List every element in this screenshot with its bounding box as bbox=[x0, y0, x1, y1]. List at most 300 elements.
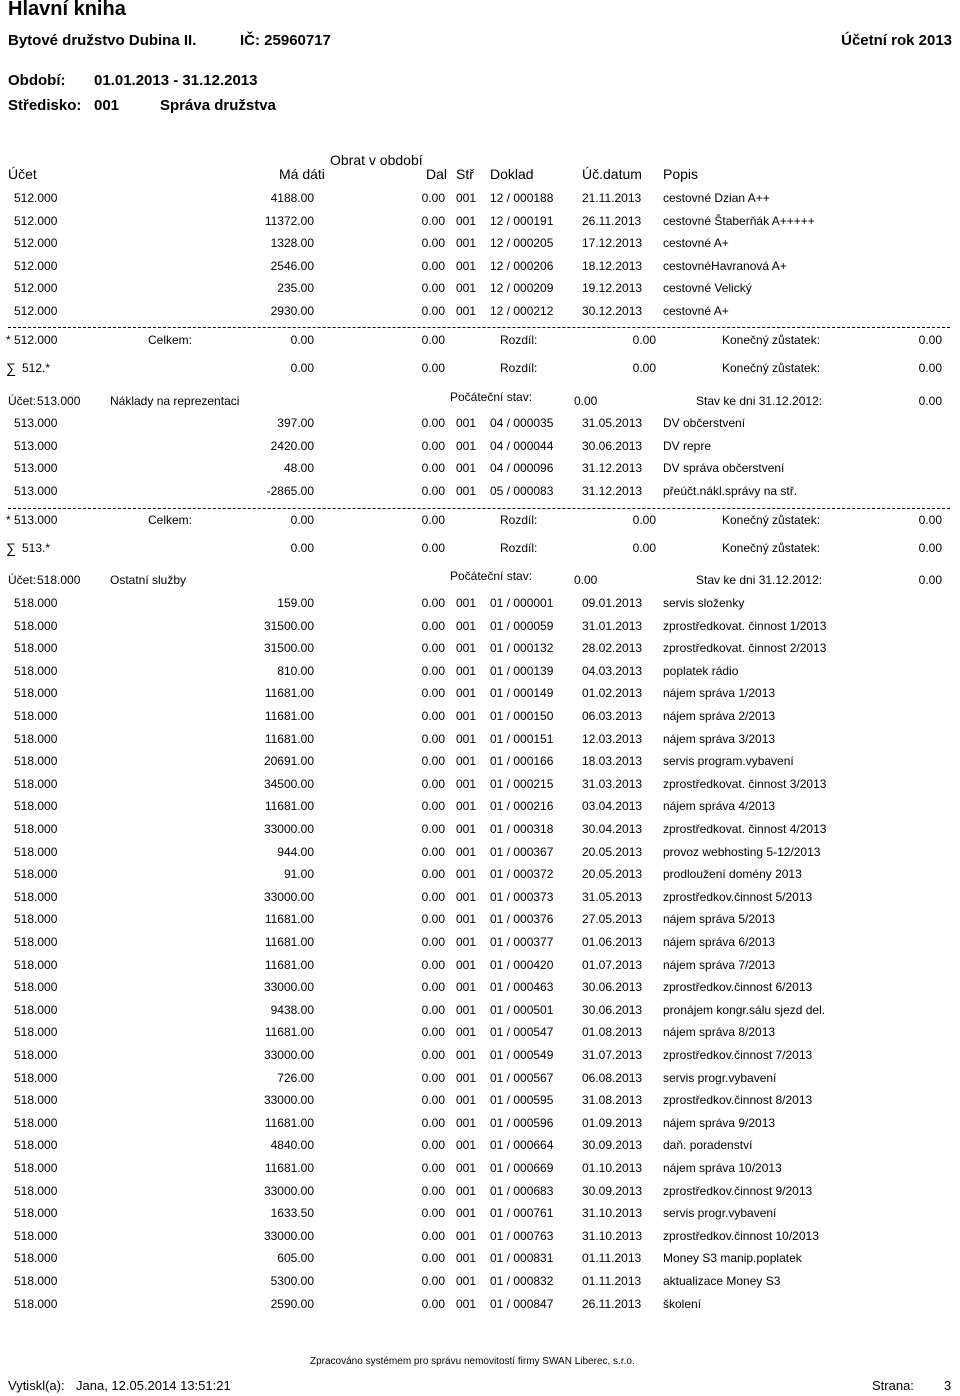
total-account: * 513.000 bbox=[6, 513, 58, 527]
account-cell: 518.000 bbox=[14, 1161, 58, 1175]
date-cell: 31.10.2013 bbox=[582, 1206, 643, 1221]
ledger-row bbox=[0, 1135, 960, 1155]
center-name: Správa družstva bbox=[160, 97, 276, 114]
ledger-row bbox=[0, 616, 960, 636]
ledger-row bbox=[0, 638, 960, 658]
date-cell: 01.09.2013 bbox=[582, 1115, 643, 1130]
description-cell: zprostředkovat. činnost 4/2013 bbox=[663, 822, 827, 836]
ledger-row bbox=[0, 1181, 960, 1201]
debit-cell: 235.00 bbox=[277, 281, 314, 296]
date-cell: 06.03.2013 bbox=[582, 709, 643, 723]
total-debit: 0.00 bbox=[290, 513, 314, 527]
ledger-row bbox=[0, 413, 960, 433]
opening-balance-value: 0.00 bbox=[574, 394, 598, 408]
account-cell: 518.000 bbox=[14, 1296, 58, 1311]
debit-cell: 31500.00 bbox=[263, 618, 314, 633]
total-debit: 0.00 bbox=[290, 333, 314, 347]
dashed-separator bbox=[8, 508, 950, 509]
ledger-row bbox=[0, 1158, 960, 1178]
account-cell: 518.000 bbox=[14, 935, 58, 949]
document-cell: 01 / 000595 bbox=[490, 1093, 554, 1108]
organization-name: Bytové družstvo Dubina II. bbox=[8, 32, 197, 49]
description-cell: provoz webhosting 5-12/2013 bbox=[663, 844, 821, 859]
ledger-row bbox=[0, 1000, 960, 1020]
document-cell: 01 / 000669 bbox=[490, 1161, 554, 1175]
description-cell: DV správa občerstvení bbox=[663, 461, 785, 476]
center-cell: 001 bbox=[456, 213, 477, 228]
account-cell: 518.000 bbox=[14, 980, 58, 995]
debit-cell: 5300.00 bbox=[270, 1274, 314, 1288]
debit-cell: 810.00 bbox=[277, 663, 314, 678]
date-cell: 20.05.2013 bbox=[582, 844, 643, 859]
date-cell: 09.01.2013 bbox=[582, 596, 643, 610]
center-cell: 001 bbox=[456, 1002, 477, 1017]
document-cell: 01 / 000215 bbox=[490, 776, 554, 791]
center-cell: 001 bbox=[456, 461, 477, 476]
center-cell: 001 bbox=[456, 596, 477, 610]
credit-cell: 0.00 bbox=[421, 731, 445, 746]
date-cell: 31.12.2013 bbox=[582, 483, 643, 498]
account-cell: 518.000 bbox=[14, 867, 58, 882]
date-cell: 01.07.2013 bbox=[582, 957, 643, 972]
document-cell: 01 / 000001 bbox=[490, 596, 554, 610]
debit-cell: 33000.00 bbox=[263, 1093, 314, 1108]
credit-cell: 0.00 bbox=[421, 191, 445, 205]
debit-cell: 2930.00 bbox=[270, 304, 314, 318]
debit-cell: 11681.00 bbox=[264, 709, 314, 723]
description-cell: nájem správa 9/2013 bbox=[663, 1115, 776, 1130]
ledger-row bbox=[0, 819, 960, 839]
difference-value: 0.00 bbox=[632, 333, 656, 347]
document-cell: 01 / 000318 bbox=[490, 822, 554, 836]
total-debit: 0.00 bbox=[290, 541, 314, 555]
account-cell: 518.000 bbox=[14, 641, 58, 656]
account-cell: 518.000 bbox=[14, 686, 58, 701]
debit-cell: 11681.00 bbox=[264, 1115, 314, 1130]
debit-cell: 20691.00 bbox=[263, 754, 314, 769]
date-cell: 31.01.2013 bbox=[582, 618, 643, 633]
document-cell: 01 / 000149 bbox=[490, 686, 554, 701]
date-cell: 01.11.2013 bbox=[582, 1274, 642, 1288]
credit-cell: 0.00 bbox=[421, 776, 445, 791]
ledger-row bbox=[0, 1090, 960, 1110]
document-cell: 04 / 000035 bbox=[490, 416, 554, 430]
ledger-row bbox=[0, 436, 960, 456]
credit-cell: 0.00 bbox=[421, 1115, 445, 1130]
document-cell: 01 / 000683 bbox=[490, 1183, 554, 1198]
center-cell: 001 bbox=[456, 236, 477, 251]
document-cell: 01 / 000847 bbox=[490, 1296, 554, 1311]
total-label: Celkem: bbox=[148, 513, 193, 527]
credit-cell: 0.00 bbox=[421, 213, 445, 228]
debit-cell: 48.00 bbox=[283, 461, 314, 476]
debit-cell: 11681.00 bbox=[264, 1025, 314, 1040]
date-cell: 30.09.2013 bbox=[582, 1183, 643, 1198]
account-cell: 518.000 bbox=[14, 1048, 58, 1062]
description-cell: daň. poradenství bbox=[663, 1138, 753, 1153]
document-cell: 01 / 000664 bbox=[490, 1138, 554, 1153]
description-cell: nájem správa 1/2013 bbox=[663, 686, 776, 701]
total-credit: 0.00 bbox=[421, 541, 445, 555]
account-cell: 518.000 bbox=[14, 1206, 58, 1221]
center-cell: 001 bbox=[456, 709, 477, 723]
account-code: 518.000 bbox=[37, 573, 81, 587]
center-cell: 001 bbox=[456, 889, 477, 904]
account-name: Ostatní služby bbox=[110, 573, 187, 587]
account-cell: 518.000 bbox=[14, 1070, 58, 1085]
ledger-row bbox=[0, 278, 960, 298]
center-cell: 001 bbox=[456, 1296, 477, 1311]
center-cell: 001 bbox=[456, 483, 477, 498]
ledger-row bbox=[0, 729, 960, 749]
document-cell: 01 / 000216 bbox=[490, 799, 554, 814]
ledger-row bbox=[0, 796, 960, 816]
footer-printed-value: Jana, 12.05.2014 13:51:21 bbox=[76, 1378, 231, 1393]
description-cell: poplatek rádio bbox=[663, 663, 739, 678]
debit-cell: 11681.00 bbox=[264, 1161, 314, 1175]
column-header-document: Doklad bbox=[490, 166, 534, 182]
date-cell: 18.12.2013 bbox=[582, 258, 643, 273]
description-cell: cestovné Velický bbox=[663, 281, 752, 296]
description-cell: zprostředkov.činnost 5/2013 bbox=[663, 889, 813, 904]
account-name: Náklady na reprezentaci bbox=[110, 394, 240, 408]
period-value: 01.01.2013 - 31.12.2013 bbox=[94, 72, 258, 89]
date-cell: 19.12.2013 bbox=[582, 281, 643, 296]
company-id: IČ: 25960717 bbox=[240, 32, 331, 49]
credit-cell: 0.00 bbox=[421, 935, 445, 949]
center-cell: 001 bbox=[456, 686, 477, 701]
debit-cell: -2865.00 bbox=[266, 483, 314, 498]
credit-cell: 0.00 bbox=[421, 1296, 445, 1311]
center-cell: 001 bbox=[456, 281, 477, 296]
description-cell: nájem správa 4/2013 bbox=[663, 799, 776, 814]
account-label: Účet: bbox=[8, 394, 37, 408]
credit-cell: 0.00 bbox=[421, 461, 445, 476]
document-cell: 04 / 000044 bbox=[490, 438, 554, 453]
description-cell: servis program.vybavení bbox=[663, 754, 794, 769]
debit-cell: 944.00 bbox=[277, 844, 314, 859]
account-cell: 518.000 bbox=[14, 1025, 58, 1040]
debit-cell: 11681.00 bbox=[264, 686, 314, 701]
center-cell: 001 bbox=[456, 1138, 477, 1153]
opening-balance-label: Počáteční stav: bbox=[450, 390, 533, 404]
account-cell: 518.000 bbox=[14, 731, 58, 746]
document-cell: 01 / 000166 bbox=[490, 754, 554, 769]
credit-cell: 0.00 bbox=[421, 1093, 445, 1108]
total-credit: 0.00 bbox=[421, 333, 445, 347]
description-cell: cestovné A+ bbox=[663, 304, 729, 318]
ledger-row bbox=[0, 1068, 960, 1088]
balance-date-label: Stav ke dni 31.12.2012: bbox=[696, 573, 823, 587]
debit-cell: 605.00 bbox=[277, 1251, 314, 1266]
description-cell: cestovné Dzian A++ bbox=[663, 191, 770, 205]
final-balance-value: 0.00 bbox=[918, 513, 942, 527]
account-total-row bbox=[0, 510, 960, 530]
description-cell: nájem správa 7/2013 bbox=[663, 957, 776, 972]
account-cell: 512.000 bbox=[14, 281, 58, 296]
date-cell: 26.11.2013 bbox=[582, 1296, 642, 1311]
date-cell: 18.03.2013 bbox=[582, 754, 643, 769]
date-cell: 31.10.2013 bbox=[582, 1228, 643, 1243]
column-header-account: Účet bbox=[8, 166, 37, 182]
date-cell: 01.06.2013 bbox=[582, 935, 643, 949]
document-cell: 01 / 000059 bbox=[490, 618, 554, 633]
center-cell: 001 bbox=[456, 1251, 477, 1266]
debit-cell: 31500.00 bbox=[263, 641, 314, 656]
document-cell: 01 / 000501 bbox=[490, 1002, 554, 1017]
date-cell: 01.02.2013 bbox=[582, 686, 643, 701]
date-cell: 06.08.2013 bbox=[582, 1070, 643, 1085]
difference-label: Rozdíl: bbox=[500, 513, 538, 527]
center-cell: 001 bbox=[456, 776, 477, 791]
final-balance-label: Konečný zůstatek: bbox=[722, 333, 821, 347]
credit-cell: 0.00 bbox=[421, 1048, 445, 1062]
difference-value: 0.00 bbox=[632, 541, 656, 555]
sigma-icon: ∑ bbox=[6, 360, 16, 376]
center-cell: 001 bbox=[456, 1206, 477, 1221]
date-cell: 30.09.2013 bbox=[582, 1138, 643, 1153]
center-cell: 001 bbox=[456, 980, 477, 995]
credit-cell: 0.00 bbox=[421, 799, 445, 814]
date-cell: 31.12.2013 bbox=[582, 461, 643, 476]
date-cell: 31.07.2013 bbox=[582, 1048, 643, 1062]
description-cell: zprostředkov.činnost 8/2013 bbox=[663, 1093, 813, 1108]
debit-cell: 11681.00 bbox=[264, 799, 314, 814]
credit-cell: 0.00 bbox=[421, 844, 445, 859]
center-cell: 001 bbox=[456, 1048, 477, 1062]
account-cell: 512.000 bbox=[14, 213, 58, 228]
difference-label: Rozdíl: bbox=[500, 333, 538, 347]
description-cell: zprostředkovat. činnost 1/2013 bbox=[663, 618, 827, 633]
account-cell: 512.000 bbox=[14, 191, 58, 205]
ledger-row bbox=[0, 1294, 960, 1314]
description-cell: zprostředkov.činnost 10/2013 bbox=[663, 1228, 819, 1243]
account-cell: 513.000 bbox=[14, 483, 58, 498]
footer-page-label: Strana: bbox=[872, 1378, 914, 1393]
debit-cell: 726.00 bbox=[277, 1070, 314, 1085]
date-cell: 12.03.2013 bbox=[582, 731, 643, 746]
date-cell: 31.08.2013 bbox=[582, 1093, 643, 1108]
difference-label: Rozdíl: bbox=[500, 361, 538, 375]
column-header-debit: Má dáti bbox=[279, 166, 325, 182]
center-cell: 001 bbox=[456, 867, 477, 882]
center-cell: 001 bbox=[456, 799, 477, 814]
document-cell: 12 / 000209 bbox=[490, 281, 554, 296]
account-cell: 518.000 bbox=[14, 776, 58, 791]
dashed-separator bbox=[8, 327, 950, 328]
ledger-row bbox=[0, 211, 960, 231]
ledger-row bbox=[0, 233, 960, 253]
credit-cell: 0.00 bbox=[421, 822, 445, 836]
debit-cell: 2420.00 bbox=[270, 438, 314, 453]
document-cell: 12 / 000191 bbox=[490, 213, 554, 228]
ledger-row bbox=[0, 1248, 960, 1268]
account-label: Účet: bbox=[8, 573, 37, 587]
credit-cell: 0.00 bbox=[421, 1002, 445, 1017]
credit-cell: 0.00 bbox=[421, 1183, 445, 1198]
ledger-row bbox=[0, 1203, 960, 1223]
debit-cell: 11372.00 bbox=[264, 213, 314, 228]
credit-cell: 0.00 bbox=[421, 1161, 445, 1175]
date-cell: 31.05.2013 bbox=[582, 416, 643, 430]
description-cell: DV repre bbox=[663, 438, 712, 453]
description-cell: cestovné A+ bbox=[663, 236, 729, 251]
credit-cell: 0.00 bbox=[421, 416, 445, 430]
final-balance-value: 0.00 bbox=[918, 541, 942, 555]
center-cell: 001 bbox=[456, 438, 477, 453]
description-cell: aktualizace Money S3 bbox=[663, 1274, 781, 1288]
document-cell: 01 / 000376 bbox=[490, 912, 554, 927]
document-cell: 01 / 000463 bbox=[490, 980, 554, 995]
account-cell: 518.000 bbox=[14, 822, 58, 836]
date-cell: 17.12.2013 bbox=[582, 236, 643, 251]
document-cell: 01 / 000831 bbox=[490, 1251, 554, 1266]
opening-balance-label: Počáteční stav: bbox=[450, 569, 533, 583]
center-cell: 001 bbox=[456, 416, 477, 430]
date-cell: 04.03.2013 bbox=[582, 663, 643, 678]
document-cell: 01 / 000761 bbox=[490, 1206, 554, 1221]
center-cell: 001 bbox=[456, 258, 477, 273]
debit-cell: 2590.00 bbox=[270, 1296, 314, 1311]
account-cell: 513.000 bbox=[14, 416, 58, 430]
debit-cell: 9438.00 bbox=[270, 1002, 314, 1017]
date-cell: 30.06.2013 bbox=[582, 980, 643, 995]
center-cell: 001 bbox=[456, 1025, 477, 1040]
debit-cell: 11681.00 bbox=[264, 957, 314, 972]
debit-cell: 33000.00 bbox=[263, 980, 314, 995]
credit-cell: 0.00 bbox=[421, 663, 445, 678]
document-cell: 01 / 000549 bbox=[490, 1048, 554, 1062]
balance-date-label: Stav ke dni 31.12.2012: bbox=[696, 394, 823, 408]
account-cell: 518.000 bbox=[14, 1002, 58, 1017]
column-header-description: Popis bbox=[663, 166, 699, 182]
center-cell: 001 bbox=[456, 754, 477, 769]
total-account: 512.* bbox=[22, 361, 51, 375]
credit-cell: 0.00 bbox=[421, 912, 445, 927]
column-header-center: Stř bbox=[456, 166, 474, 182]
credit-cell: 0.00 bbox=[421, 889, 445, 904]
document-cell: 01 / 000367 bbox=[490, 844, 554, 859]
document-cell: 01 / 000139 bbox=[490, 663, 554, 678]
fiscal-year: Účetní rok 2013 bbox=[841, 32, 952, 49]
account-cell: 518.000 bbox=[14, 1251, 58, 1266]
balance-date-value: 0.00 bbox=[918, 394, 942, 408]
credit-cell: 0.00 bbox=[421, 618, 445, 633]
debit-cell: 4840.00 bbox=[270, 1138, 314, 1153]
date-cell: 31.05.2013 bbox=[582, 889, 643, 904]
sigma-icon: ∑ bbox=[6, 540, 16, 556]
account-cell: 513.000 bbox=[14, 461, 58, 476]
center-code: 001 bbox=[94, 97, 120, 114]
debit-cell: 1328.00 bbox=[270, 236, 314, 251]
ledger-row bbox=[0, 481, 960, 501]
center-cell: 001 bbox=[456, 1274, 477, 1288]
credit-cell: 0.00 bbox=[421, 1206, 445, 1221]
ledger-row bbox=[0, 842, 960, 862]
center-cell: 001 bbox=[456, 912, 477, 927]
document-cell: 01 / 000547 bbox=[490, 1025, 554, 1040]
debit-cell: 34500.00 bbox=[263, 776, 314, 791]
date-cell: 01.11.2013 bbox=[582, 1251, 642, 1266]
document-cell: 12 / 000205 bbox=[490, 236, 554, 251]
description-cell: zprostředkovat. činnost 2/2013 bbox=[663, 641, 827, 656]
credit-cell: 0.00 bbox=[421, 483, 445, 498]
ledger-row bbox=[0, 887, 960, 907]
debit-cell: 159.00 bbox=[277, 596, 314, 610]
ledger-row bbox=[0, 977, 960, 997]
document-cell: 12 / 000188 bbox=[490, 191, 554, 205]
total-credit: 0.00 bbox=[421, 361, 445, 375]
center-cell: 001 bbox=[456, 731, 477, 746]
account-cell: 512.000 bbox=[14, 236, 58, 251]
account-cell: 518.000 bbox=[14, 1138, 58, 1153]
document-cell: 01 / 000377 bbox=[490, 935, 554, 949]
document-cell: 01 / 000420 bbox=[490, 957, 554, 972]
date-cell: 26.11.2013 bbox=[582, 213, 642, 228]
account-cell: 513.000 bbox=[14, 438, 58, 453]
debit-cell: 33000.00 bbox=[263, 1048, 314, 1062]
ledger-row bbox=[0, 1022, 960, 1042]
description-cell: nájem správa 10/2013 bbox=[663, 1161, 782, 1175]
description-cell: servis progr.vybavení bbox=[663, 1206, 777, 1221]
credit-cell: 0.00 bbox=[421, 304, 445, 318]
account-code: 513.000 bbox=[37, 394, 81, 408]
account-cell: 518.000 bbox=[14, 1228, 58, 1243]
credit-cell: 0.00 bbox=[421, 754, 445, 769]
description-cell: nájem správa 5/2013 bbox=[663, 912, 776, 927]
account-cell: 518.000 bbox=[14, 889, 58, 904]
account-cell: 512.000 bbox=[14, 304, 58, 318]
account-total-row bbox=[0, 330, 960, 350]
document-cell: 05 / 000083 bbox=[490, 483, 554, 498]
column-header-date: Úč.datum bbox=[582, 166, 642, 182]
account-cell: 518.000 bbox=[14, 1093, 58, 1108]
center-cell: 001 bbox=[456, 844, 477, 859]
center-cell: 001 bbox=[456, 822, 477, 836]
center-cell: 001 bbox=[456, 935, 477, 949]
date-cell: 30.06.2013 bbox=[582, 438, 643, 453]
debit-cell: 33000.00 bbox=[263, 1228, 314, 1243]
center-cell: 001 bbox=[456, 641, 477, 656]
description-cell: školení bbox=[663, 1296, 702, 1311]
center-cell: 001 bbox=[456, 1228, 477, 1243]
credit-cell: 0.00 bbox=[421, 236, 445, 251]
description-cell: pronájem kongr.sálu sjezd del. bbox=[663, 1002, 826, 1017]
account-cell: 518.000 bbox=[14, 596, 58, 610]
group-total-row bbox=[0, 538, 960, 558]
date-cell: 31.03.2013 bbox=[582, 776, 643, 791]
credit-cell: 0.00 bbox=[421, 686, 445, 701]
credit-cell: 0.00 bbox=[421, 596, 445, 610]
ledger-row bbox=[0, 1271, 960, 1291]
description-cell: nájem správa 3/2013 bbox=[663, 731, 776, 746]
account-cell: 518.000 bbox=[14, 844, 58, 859]
description-cell: nájem správa 8/2013 bbox=[663, 1025, 776, 1040]
center-cell: 001 bbox=[456, 191, 477, 205]
credit-cell: 0.00 bbox=[421, 1251, 445, 1266]
debit-cell: 11681.00 bbox=[264, 912, 314, 927]
ledger-row bbox=[0, 751, 960, 771]
ledger-row bbox=[0, 458, 960, 478]
description-cell: servis progr.vybavení bbox=[663, 1070, 777, 1085]
period-label: Období: bbox=[8, 72, 66, 89]
total-debit: 0.00 bbox=[290, 361, 314, 375]
account-header-row bbox=[0, 570, 960, 590]
difference-label: Rozdíl: bbox=[500, 541, 538, 555]
report-title: Hlavní kniha bbox=[8, 0, 126, 20]
date-cell: 28.02.2013 bbox=[582, 641, 643, 656]
description-cell: nájem správa 6/2013 bbox=[663, 935, 776, 949]
